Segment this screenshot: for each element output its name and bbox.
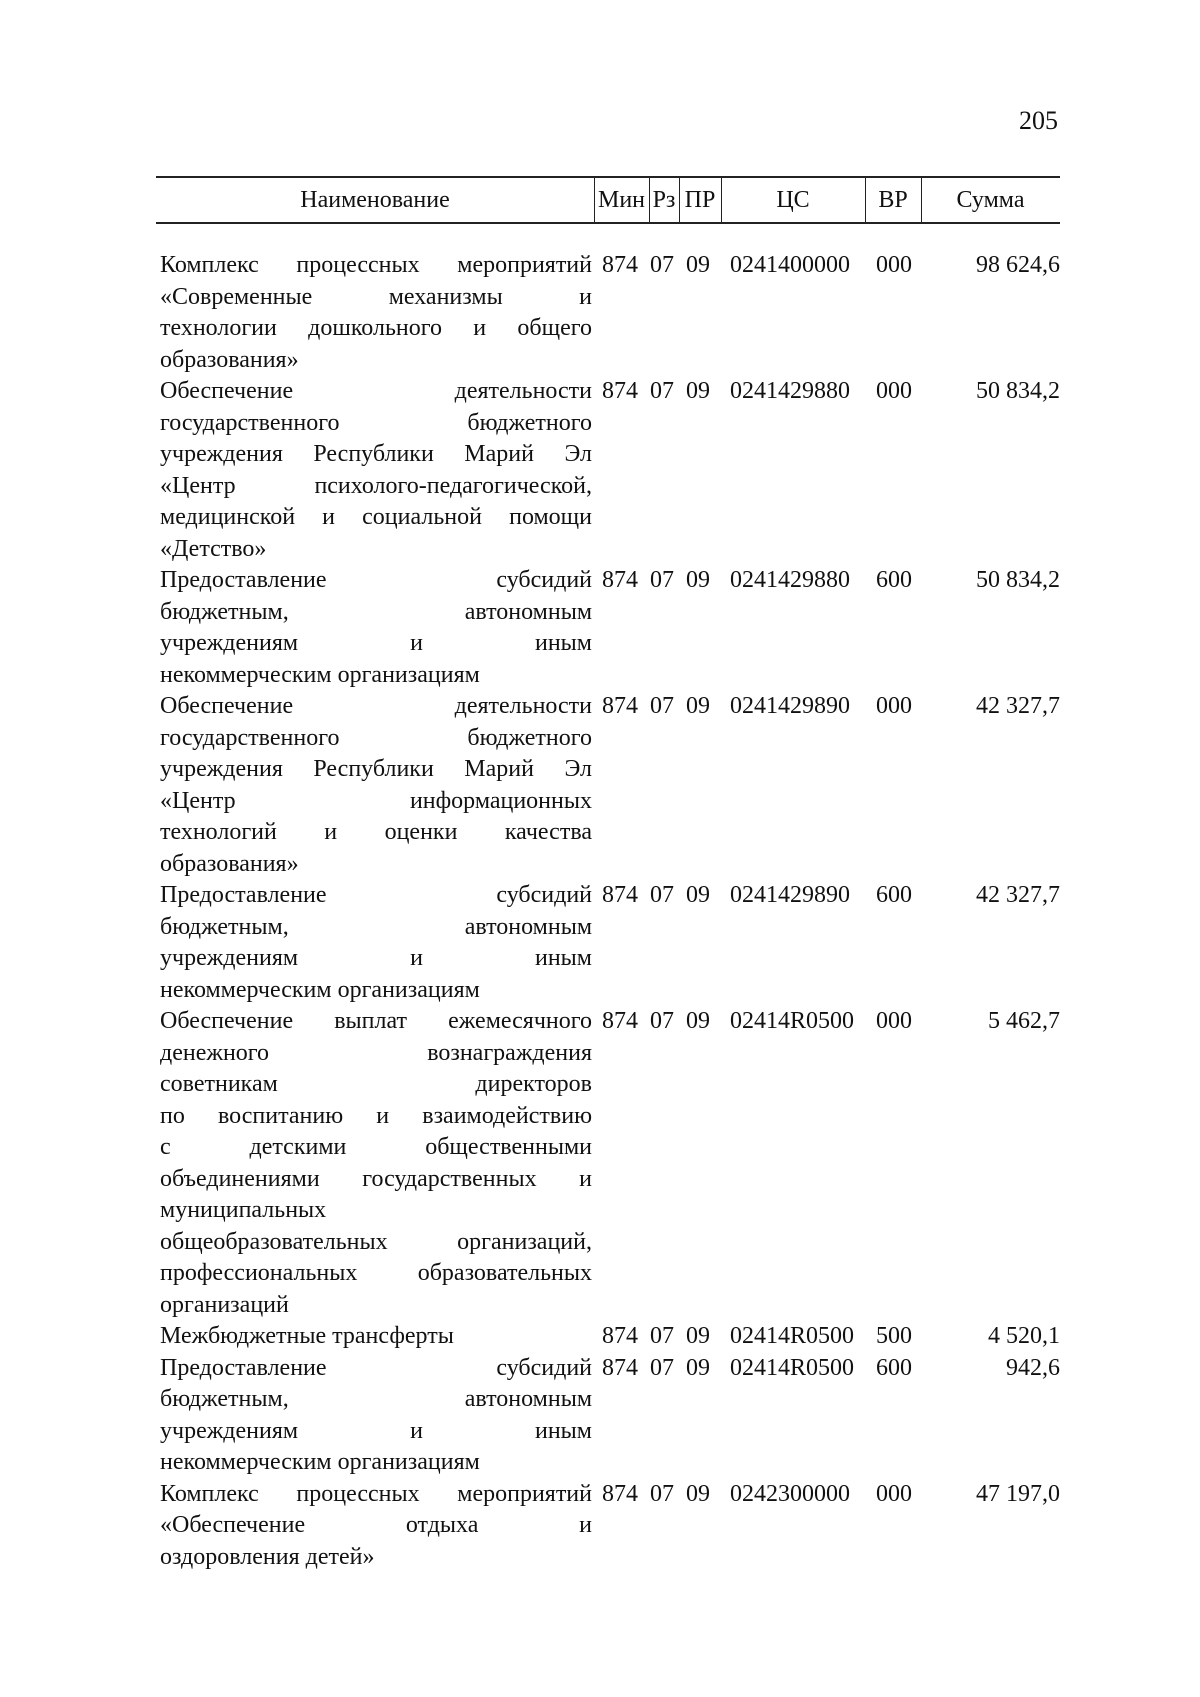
row-cs: 0241429890 <box>730 693 850 719</box>
row-name-line: «Современные механизмы и <box>160 283 592 310</box>
row-name-line: Межбюджетные трансферты <box>160 1323 454 1349</box>
row-rz: 07 <box>650 1354 674 1381</box>
row-sum: 42 327,7 <box>976 882 1060 908</box>
row-name-line: денежного вознаграждения <box>160 1039 592 1066</box>
row-min: 874 <box>602 882 638 908</box>
row-name-line: государственного бюджетного <box>160 724 592 751</box>
row-name-line: оздоровления детей» <box>160 1543 375 1570</box>
row-name-line: с детскими общественными <box>160 1134 592 1160</box>
row-rz: 07 <box>650 252 674 278</box>
row-sum: 98 624,6 <box>976 252 1060 278</box>
row-name <box>160 1479 592 1574</box>
row-name-line: «Детство» <box>160 535 267 562</box>
row-name-line: бюджетным, автономным <box>160 598 592 625</box>
row-min: 874 <box>602 1354 638 1381</box>
row-name-line: бюджетным, автономным <box>160 1386 592 1412</box>
row-min: 874 <box>602 567 638 593</box>
row-sum: 4 520,1 <box>988 1323 1060 1349</box>
row-name <box>160 691 592 880</box>
row-name <box>160 1321 592 1353</box>
row-cs: 0241429880 <box>730 567 850 593</box>
header-cs: ЦС <box>776 187 810 213</box>
row-name-line: объединениями государственных и <box>160 1165 592 1192</box>
header-vr: ВР <box>878 187 908 213</box>
row-name-line: Обеспечение выплат ежемесячного <box>160 1008 592 1034</box>
row-rz: 07 <box>650 693 674 719</box>
row-name <box>160 565 592 691</box>
row-cs: 02414R0500 <box>730 1354 855 1381</box>
row-min: 874 <box>602 1008 638 1034</box>
row-sum: 50 834,2 <box>976 567 1060 593</box>
row-vr: 000 <box>876 1008 912 1034</box>
header-name: Наименование <box>300 187 450 213</box>
row-min: 874 <box>602 693 638 719</box>
row-vr: 500 <box>876 1323 912 1349</box>
row-name-line: «Обеспечение отдыха и <box>160 1512 592 1538</box>
row-rz: 07 <box>650 1323 674 1349</box>
row-pr: 09 <box>686 693 710 719</box>
row-sum: 50 834,2 <box>976 378 1060 404</box>
row-min: 874 <box>602 378 638 404</box>
row-rz: 07 <box>650 378 674 404</box>
row-pr: 09 <box>686 567 710 593</box>
header-pr: ПР <box>684 187 716 213</box>
row-sum: 47 197,0 <box>976 1480 1060 1507</box>
row-name-line: «Центр психолого-педагогической, <box>160 472 592 499</box>
row-name <box>160 250 592 376</box>
row-pr: 09 <box>686 1354 710 1381</box>
row-rz: 07 <box>650 1480 674 1507</box>
row-name-line: Обеспечение деятельности <box>160 693 592 719</box>
header-min: Мин <box>597 187 646 213</box>
row-name-line: организаций <box>160 1291 289 1318</box>
row-cs: 0241400000 <box>730 252 850 278</box>
row-cs: 0241429890 <box>730 882 850 908</box>
row-name-line: некоммерческим организациям <box>160 1449 480 1475</box>
row-name-line: образования» <box>160 346 299 373</box>
row-pr: 09 <box>686 1323 710 1349</box>
row-cs: 02414R0500 <box>730 1008 855 1034</box>
row-name-line: учреждения Республики Марий Эл <box>160 756 592 782</box>
row-name-line: «Центр информационных <box>160 787 592 814</box>
row-name-line: некоммерческим организациям <box>160 661 480 688</box>
row-pr: 09 <box>686 1480 710 1507</box>
row-name-line: государственного бюджетного <box>160 409 592 436</box>
row-name <box>160 1353 592 1479</box>
row-vr: 600 <box>876 567 912 593</box>
row-pr: 09 <box>686 1008 710 1034</box>
row-name <box>160 376 592 565</box>
row-min: 874 <box>602 1480 638 1507</box>
row-name-line: советникам директоров <box>160 1071 592 1097</box>
header-sum: Сумма <box>956 187 1025 213</box>
row-name-line: профессиональных образовательных <box>160 1260 592 1286</box>
row-min: 874 <box>602 252 638 278</box>
row-vr: 600 <box>876 1354 912 1381</box>
row-name-line: некоммерческим организациям <box>160 976 480 1003</box>
row-name-line: образования» <box>160 850 299 877</box>
row-name-line: Комплекс процессных мероприятий <box>160 252 592 278</box>
row-name-line: учреждения Республики Марий Эл <box>160 441 592 467</box>
row-cs: 0241429880 <box>730 378 850 404</box>
row-cs: 0242300000 <box>730 1480 850 1507</box>
table-header <box>156 176 1060 224</box>
row-name-line: учреждениям и иным <box>160 630 592 656</box>
row-name-line: технологии дошкольного и общего <box>160 315 592 341</box>
row-name-line: Предоставление субсидий <box>160 882 592 908</box>
row-vr: 000 <box>876 252 912 278</box>
row-name-line: учреждениям и иным <box>160 1417 592 1444</box>
row-pr: 09 <box>686 378 710 404</box>
row-vr: 000 <box>876 1480 912 1507</box>
page-number: 205 <box>1019 106 1058 135</box>
row-name-line: Предоставление субсидий <box>160 1354 592 1381</box>
row-vr: 600 <box>876 882 912 908</box>
row-cs: 02414R0500 <box>730 1323 855 1349</box>
row-vr: 000 <box>876 693 912 719</box>
row-name-line: медицинской и социальной помощи <box>160 504 592 530</box>
row-name-line: бюджетным, автономным <box>160 913 592 940</box>
row-name-line: Комплекс процессных мероприятий <box>160 1480 592 1507</box>
row-rz: 07 <box>650 567 674 593</box>
row-name-line: Предоставление субсидий <box>160 567 592 593</box>
row-sum: 42 327,7 <box>976 693 1060 719</box>
row-name <box>160 1006 592 1321</box>
row-pr: 09 <box>686 252 710 278</box>
row-min: 874 <box>602 1323 638 1349</box>
header-rz: Рз <box>652 187 676 213</box>
row-rz: 07 <box>650 882 674 908</box>
row-pr: 09 <box>686 882 710 908</box>
row-name-line: Обеспечение деятельности <box>160 378 592 404</box>
row-name-line: муниципальных <box>160 1197 327 1223</box>
row-name-line: учреждениям и иным <box>160 945 592 971</box>
row-vr: 000 <box>876 378 912 404</box>
row-sum: 5 462,7 <box>988 1008 1060 1034</box>
row-rz: 07 <box>650 1008 674 1034</box>
row-name-line: технологий и оценки качества <box>160 819 592 845</box>
row-sum: 942,6 <box>1006 1354 1060 1381</box>
row-name <box>160 880 592 1006</box>
row-name-line: общеобразовательных организаций, <box>160 1228 592 1255</box>
row-name-line: по воспитанию и взаимодействию <box>160 1102 592 1129</box>
